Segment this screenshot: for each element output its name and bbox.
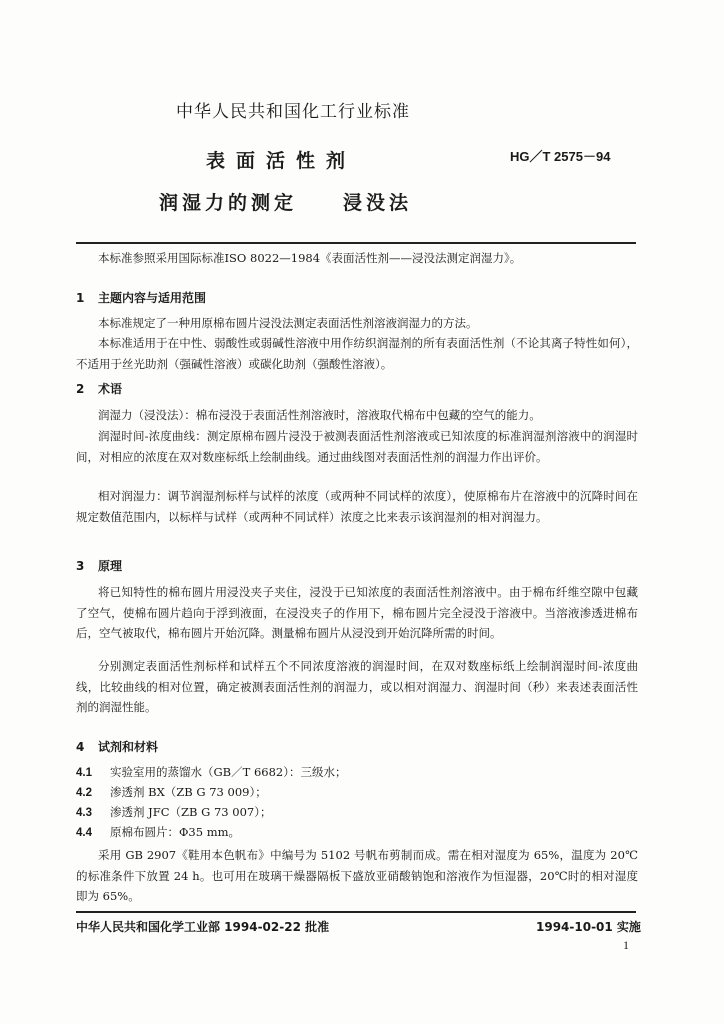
list-item: [76, 764, 346, 780]
section-heading-2: [76, 380, 122, 397]
item-text: 渗透剂 BX（ZB G 73 009）；: [110, 785, 267, 799]
header-divider: [76, 242, 636, 244]
footer-divider: [76, 911, 636, 913]
document-title: 表面活性剂: [206, 150, 357, 172]
section-2-paragraph-2: 润湿时间-浓度曲线：测定原棉布圆片浸没于被测表面活性剂溶液或已知浓度的标准润湿剂溶液中的润湿时间，对相应的浓度在双对数座标纸上绘制曲线。通过曲线图对表面活性剂的润湿力作出评价。: [76, 429, 638, 464]
standard-code: HG／T 2575－94: [510, 149, 611, 164]
document-subtitle: 润湿力的测定 浸没法: [159, 192, 413, 214]
item-text: 实验室用的蒸馏水（GB／T 6682）：三级水；: [110, 765, 347, 779]
list-item: [76, 804, 271, 820]
section-2-paragraph-3: 相对润湿力：调节润湿剂标样与试样的浓度（或两种不同试样的浓度），使原棉布片在溶液中的沉降时间在规定数值范围内，以标样与试样（或两种不同试样）浓度之比来表示该润湿剂的相对润湿力。: [76, 489, 638, 524]
item-number: 4.1: [76, 767, 92, 779]
section-heading-3: [76, 557, 122, 574]
item-number: 4.4: [76, 827, 92, 839]
item-text: 渗透剂 JFC（ZB G 73 007）；: [110, 805, 272, 819]
section-3-paragraph-2: 分别测定表面活性剂标样和试样五个不同浓度溶液的润湿时间，在双对数座标纸上绘制润湿时间-浓度曲线，比较曲线的相对位置，确定被测表面活性剂的润湿力，或以相对润湿力、润湿时间（秒）来表述表面活性剂的润湿性能。: [76, 659, 638, 714]
section-1-paragraph-2: 本标准适用于在中性、弱酸性或弱碱性溶液中用作纺织润湿剂的所有表面活性剂（不论其离子特性如何），不适用于丝光助剂（强碱性溶液）或碳化助剂（强酸性溶液）。: [76, 336, 638, 371]
intro-paragraph: 本标准参照采用国际标准ISO 8022—1984《表面活性剂——浸没法测定润湿力》。: [98, 251, 522, 265]
section-heading-1: [76, 289, 206, 306]
list-item: [76, 784, 267, 800]
standard-title: 中华人民共和国化工行业标准: [176, 102, 410, 122]
approval-info: 中华人民共和国化学工业部 1994-02-22 批准: [76, 920, 330, 934]
list-item: [76, 824, 240, 840]
page-number: 1: [623, 938, 629, 952]
section-title: 试剂和材料: [98, 740, 159, 754]
section-number: 1: [76, 291, 85, 305]
section-2-paragraph-1: 润湿力（浸没法）：棉布浸没于表面活性剂溶液时，溶液取代棉布中包藏的空气的能力。: [98, 408, 541, 422]
section-heading-4: [76, 738, 158, 755]
item-number: 4.2: [76, 787, 92, 799]
item-number: 4.3: [76, 807, 92, 819]
section-4-closing-paragraph: 采用 GB 2907《鞋用本色帆布》中编号为 5102 号帆布剪制而成。需在相对湿度为 65%，温度为 20℃的标准条件下放置 24 h。也可用在玻璃干燥器隔板下盛放亚硝酸钠饱和溶液作为恒湿器，20℃时的相对湿度即为 65%。: [76, 848, 638, 903]
section-title: 术语: [98, 382, 123, 396]
section-3-paragraph-1: 将已知特性的棉布圆片用浸没夹子夹住，浸没于已知浓度的表面活性剂溶液中。由于棉布纤维空隙中包藏了空气，使棉布圆片趋向于浮到液面，在浸没夹子的作用下，棉布圆片完全浸没于溶液中。当溶液渗透进棉布后，空气被取代，棉布圆片开始沉降。测量棉布圆片从浸没到开始沉降所需的时间。: [76, 585, 638, 640]
section-number: 4: [76, 740, 85, 754]
section-title: 主题内容与适用范围: [98, 291, 207, 305]
section-title: 原理: [98, 559, 123, 573]
section-number: 2: [76, 382, 85, 396]
section-number: 3: [76, 559, 85, 573]
implementation-date: 1994-10-01 实施: [536, 920, 641, 934]
item-text: 原棉布圆片：Φ35 mm。: [110, 825, 241, 839]
section-1-paragraph-1: 本标准规定了一种用原棉布圆片浸没法测定表面活性剂溶液润湿力的方法。: [98, 316, 478, 330]
